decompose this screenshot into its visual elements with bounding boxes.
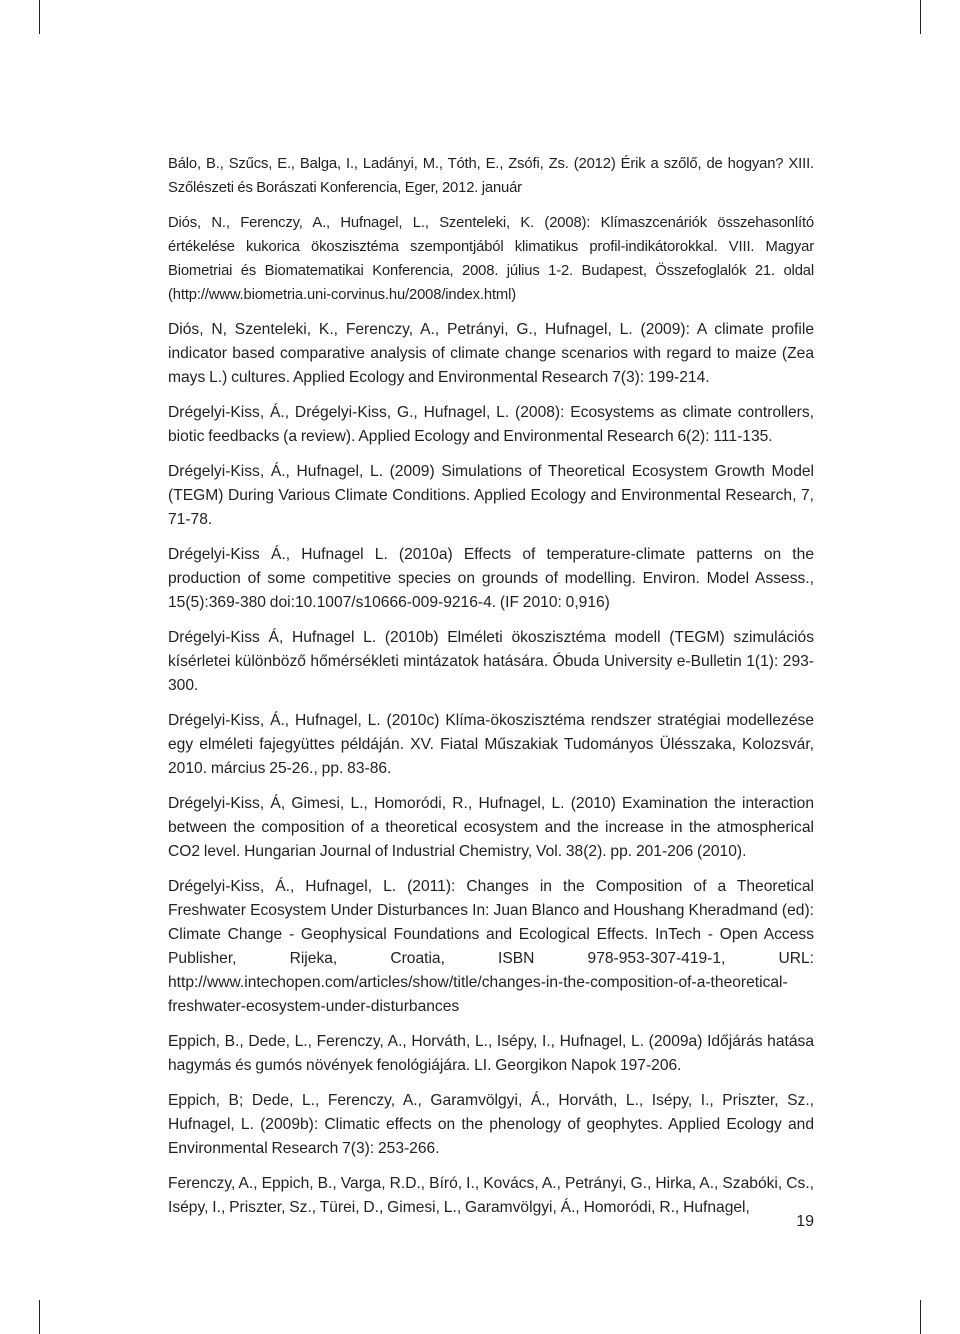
- crop-mark-top-left: [39, 0, 40, 34]
- reference-entry: Diós, N, Szenteleki, K., Ferenczy, A., Petrányi, G., Hufnagel, L. (2009): A climate profile indicator based comparative analysis of climate change scenarios with regard to maize (Zea mays L.) cultures. Applied Ecology and Environmental Research 7(3): 199-214.: [168, 321, 814, 386]
- reference-entry: Drégelyi-Kiss, Á., Hufnagel, L. (2009) Simulations of Theoretical Ecosystem Growth Model (TEGM) During Various Climate Conditions. Applied Ecology and Environmental Research, 7, 71-78.: [168, 463, 814, 528]
- crop-mark-bottom-left: [39, 1300, 40, 1334]
- reference-list: [168, 152, 814, 1231]
- reference-entry: Eppich, B; Dede, L., Ferenczy, A., Garamvölgyi, Á., Horváth, L., Isépy, I., Priszter, Sz., Hufnagel, L. (2009b): Climatic effects on the phenology of geophytes. Applied Ecology and Environmental Research 7(3): 253-266.: [168, 1092, 814, 1157]
- crop-mark-top-right: [920, 0, 921, 34]
- reference-entry: Ferenczy, A., Eppich, B., Varga, R.D., Bíró, I., Kovács, A., Petrányi, G., Hirka, A., Szabóki, Cs., Isépy, I., Priszter, Sz., Türei, D., Gimesi, L., Garamvölgyi, Á., Homoródi, R., Hufnagel,: [168, 1175, 814, 1216]
- reference-entry: Drégelyi-Kiss Á, Hufnagel L. (2010b) Elméleti ökoszisztéma modell (TEGM) szimulációs kísérletei különböző hőmérsékleti mintázatok hatására. Óbuda University e-Bulletin 1(1): 293-300.: [168, 629, 814, 694]
- crop-mark-bottom-right: [920, 1300, 921, 1334]
- reference-entry: Drégelyi-Kiss, Á, Gimesi, L., Homoródi, R., Hufnagel, L. (2010) Examination the interaction between the composition of a theoretical ecosystem and the increase in the atmospherical CO2 level. Hungarian Journal of Industrial Chemistry, Vol. 38(2). pp. 201-206 (2010).: [168, 795, 814, 860]
- reference-entry: Bálo, B., Szűcs, E., Balga, I., Ladányi, M., Tóth, E., Zsófi, Zs. (2012) Érik a szőlő, de hogyan? XIII. Szőlészeti és Borászati Konferencia, Eger, 2012. január: [168, 156, 814, 196]
- reference-entry: Diós, N., Ferenczy, A., Hufnagel, L., Szenteleki, K. (2008): Klímaszcenáriók összehasonlító értékelése kukorica ökoszisztéma szempontjából klimatikus profil-indikátorokkal. VIII. Magyar Biometriai és Biomatematikai Konferencia, 2008. július 1-2. Budapest, Összefoglalók 21. oldal (http://www.biometria.uni-corvinus.hu/2008/index.html): [168, 215, 814, 303]
- reference-entry: Drégelyi-Kiss Á., Hufnagel L. (2010a) Effects of temperature-climate patterns on the production of some competitive species on grounds of modelling. Environ. Model Assess., 15(5):369-380 doi:10.1007/s10666-009-9216-4. (IF 2010: 0,916): [168, 546, 814, 611]
- reference-entry: Drégelyi-Kiss, Á., Hufnagel, L. (2011): Changes in the Composition of a Theoretical Freshwater Ecosystem Under Disturbances In: Juan Blanco and Houshang Kheradmand (ed): Climate Change - Geophysical Foundations and Ecological Effects. InTech - Open Access Publisher, Rijeka, Croatia, ISBN 978-953-307-419-1, URL: http://www.intechopen.com/articles/show/title/changes-in-the-composition-of-a-theoretical-freshwater-ecosystem-under-disturbances: [168, 878, 814, 1015]
- reference-entry: Eppich, B., Dede, L., Ferenczy, A., Horváth, L., Isépy, I., Hufnagel, L. (2009a) Időjárás hatása hagymás és gumós növények fenológiájára. LI. Georgikon Napok 197-206.: [168, 1033, 814, 1074]
- reference-entry: Drégelyi-Kiss, Á., Hufnagel, L. (2010c) Klíma-ökoszisztéma rendszer stratégiai modellezése egy elméleti fajegyüttes példáján. XV. Fiatal Műszakiak Tudományos Ülésszaka, Kolozsvár, 2010. március 25-26., pp. 83-86.: [168, 712, 814, 777]
- page-number: 19: [796, 1213, 814, 1230]
- reference-entry: Drégelyi-Kiss, Á., Drégelyi-Kiss, G., Hufnagel, L. (2008): Ecosystems as climate controllers, biotic feedbacks (a review). Applied Ecology and Environmental Research 6(2): 111-135.: [168, 404, 814, 445]
